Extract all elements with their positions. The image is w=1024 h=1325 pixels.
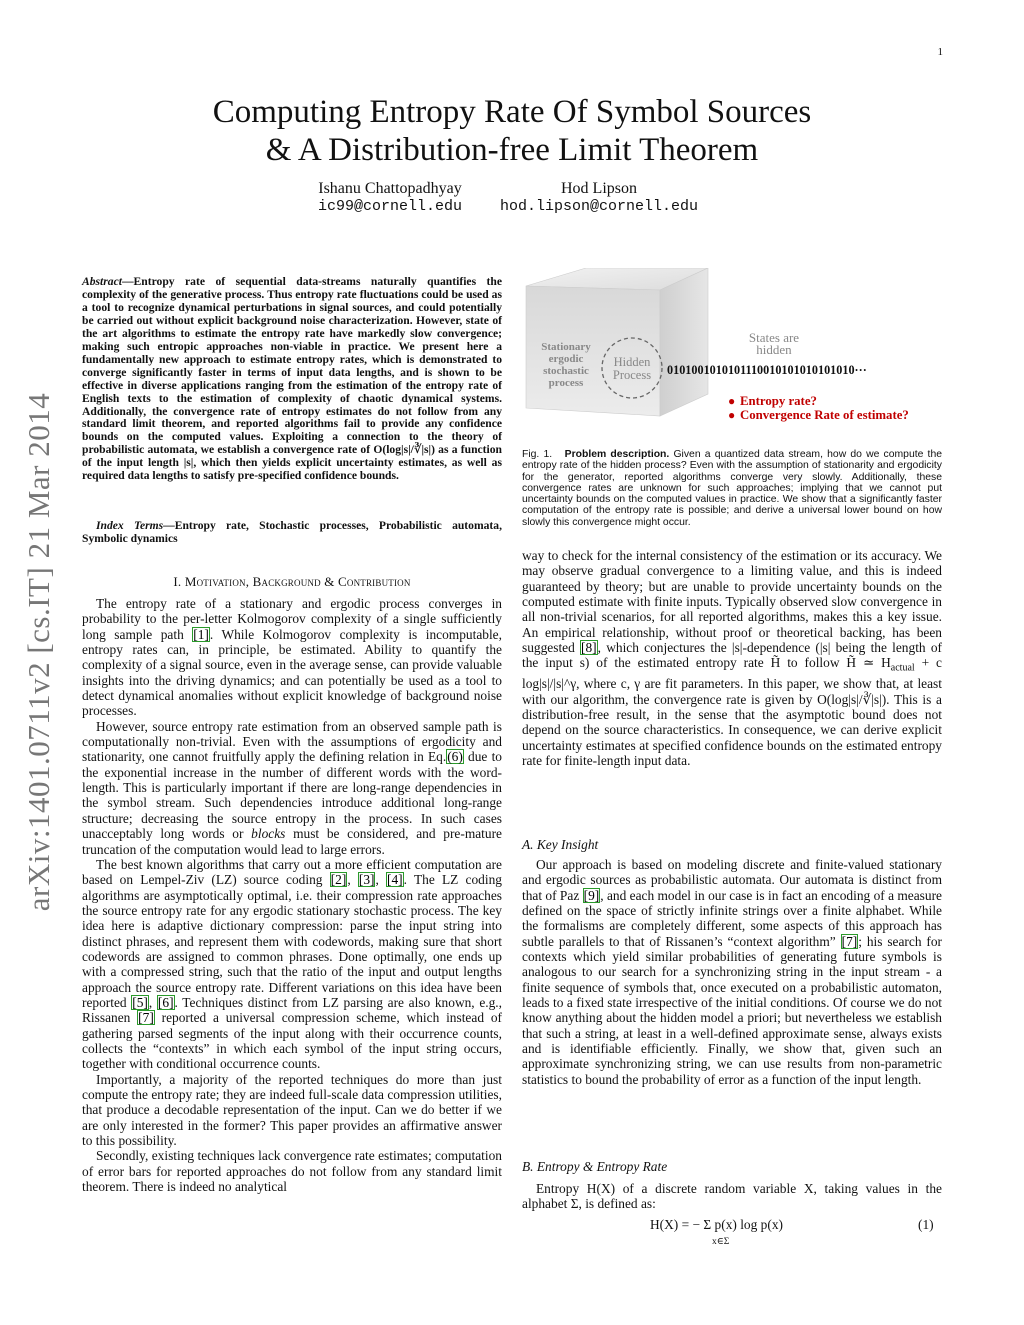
paragraph: Secondly, existing techniques lack convergence rate estimates; computation of error bars for reported approaches do not follow from any standard limit theorem. There is indeed no analytical	[82, 1148, 502, 1195]
equation-subscript: x∈Σ	[712, 1237, 730, 1247]
hidden-label-line: Process	[612, 368, 652, 382]
citation-link[interactable]: [3]	[358, 872, 375, 888]
caption-text: Given a quantized data stream, how do we compute the entropy rate of the hidden process? Even with the assumption of stationarity and ergodicity for the generator, reported algorithms converge very slowly. Additionally, these convergence rates are unknown for such approaches; implying that we cannot put uncertainty bounds on the computed values in practice. We show that a significantly faster computation of the entropy rate is possible; and derive a universal lower bound on how slowly this convergence might occur.	[522, 449, 942, 528]
citation-link[interactable]: [8]	[581, 640, 597, 656]
right-column-body	[522, 548, 942, 768]
citation-link[interactable]: [6]	[157, 994, 174, 1010]
figure-1-caption	[522, 449, 942, 528]
caption-title: Problem description.	[564, 449, 670, 460]
author-1	[290, 180, 490, 215]
citation-link[interactable]: [2]	[330, 872, 347, 888]
paragraph: Entropy H(X) of a discrete random variable X, taking values in the alphabet Σ, is defined as:	[522, 1181, 942, 1212]
equation-body: H(X) = − Σ p(x) log p(x)	[650, 1217, 783, 1232]
author-email[interactable]: ic99@cornell.edu	[317, 198, 463, 215]
bullet-icon: ●	[728, 408, 736, 422]
subsection-a-body	[522, 857, 942, 1087]
paper-title	[120, 93, 904, 169]
citation-link[interactable]: [7]	[138, 1010, 154, 1026]
bullet-text: Entropy rate?	[740, 394, 817, 408]
citation-link[interactable]: [9]	[583, 887, 600, 903]
left-label-line: process	[548, 377, 584, 389]
author-name: Hod Lipson	[561, 180, 637, 197]
bullet-text: Convergence Rate of estimate?	[740, 408, 909, 422]
citation-link[interactable]: [1]	[193, 626, 209, 642]
paragraph: The best known algorithms that carry out a more efficient computation are based on Lempel-Ziv (LZ) source coding [2], [3], [4]. The LZ coding algorithms are asymptotically optimal, i.e. their compression rate approaches the source entropy rate for any ergodic stationary stochastic process. The key idea here is adaptive dictionary compression: parse the input string into distinct phrases, and represent them with codewords, making sure that short codewords are assigned to common phrases. Done optimally, one ends up with a compressed string, such that the ratio of the input and output lengths approach the source entropy rate. Different variations on this idea have been reported [5], [6]. Techniques distinct from LZ parsing are also known, e.g., Rissanen [7] reported a universal compression scheme, which instead of gathering parsed segments of the input along with their occurrence counts, collects the “contexts” in which each symbol of the input string occurs, together with conditional occurrence counts.	[82, 856, 502, 1072]
arxiv-stamp-text: arXiv:1401.0711v2 [cs.IT] 21 Mar 2014	[21, 392, 56, 912]
equation-number: (1)	[918, 1217, 934, 1232]
title-line-1: Computing Entropy Rate Of Symbol Sources	[212, 94, 812, 130]
subsection-b-body	[522, 1181, 942, 1212]
index-terms-label: Index Terms	[96, 519, 164, 532]
arxiv-stamp	[22, 372, 56, 932]
states-label-line: hidden	[756, 342, 792, 357]
equation-1	[650, 1217, 783, 1233]
left-label-line: stochastic	[543, 365, 589, 377]
cube-side-face	[660, 268, 708, 416]
states-label-line: States are	[748, 330, 800, 345]
title-line-2: & A Distribution-free Limit Theorem	[265, 132, 759, 168]
caption-label: Fig. 1.	[522, 449, 553, 460]
abstract-label: Abstract	[82, 275, 122, 288]
author-name: Ishanu Chattopadhyay	[318, 180, 462, 197]
page-number: 1	[937, 46, 943, 58]
abstract-text: —Entropy rate of sequential data-streams naturally quantifies the complexity of the generative process. Thus entropy rate fluctuations could be used as a tool to recognize dynamical perturbations in signal sources, and could potentially be carried out without explicit background noise characterization. However, state of the art algorithms to estimate the entropy rate have markedly slow convergence; making such entropic approaches non-viable in practice. We present here a fundamentally new approach to estimate entropy rates, which is demonstrated to converge significantly faster in terms of input data lengths, and is shown to be effective in diverse applications ranging from the estimation of the entropy rate of English texts to the estimation of complexity of chaotic dynamical systems. Additionally, the convergence rate of entropy estimates do not follow from any standard limit theorem, and reported algorithms fail to provide any confidence bounds on the computed values. Exploiting a connection to the theory of probabilistic automata, we establish a convergence rate of O(log|s|/∛|s|) as a function of the input length |s|, which then yields explicit uncertainty estimates, as well as required data lengths to satisfy pre-specified confidence bounds.	[82, 275, 502, 483]
paragraph: way to check for the internal consistency of the estimation or its accuracy. We may observe gradual convergence to a limiting value, and this is indeed guaranteed by theory; but are unable to provide uncertainty bounds on the computed estimate with finite inputs. Typically observed slow convergence in all non-trivial scenarios, for all reported algorithms, makes this a key issue. An empirical relationship, without proof or theoretical backing, has been suggested [8], which conjectures the |s|-dependence (|s| being the length of the input s) of the estimated entropy rate H̃ to follow H̃ ≃ $H_{actual} + c$ log|s|/|s|^γ, where c, γ are fit parameters. In this paper, we show that, at least with our algorithm, the convergence rate is given by O(log|s|/∛|s|). This is a distribution-free result, in the sense that the asymptotic bound does not depend on the source characteristics. In consequence, we can derive explicit uncertainty estimates at specified confidence bounds on the estimated entropy rate for finite-length input data.	[522, 548, 942, 769]
paragraph: The entropy rate of a stationary and ergodic process converges in probability to the per-letter Kolmogorov complexity of a single sufficiently long sample path [1]. While Kolmogorov complexity is incomputable, entropy rates can, in principle, be estimated. Ability to quantify the complexity of a signal source, even in the average sense, can provide valuable insights into the driving dynamics; and can potentially be used as a tool to detect dynamical anomalies without explicit knowledge of background noise processes.	[82, 596, 502, 719]
index-terms-text: —Entropy rate, Stochastic processes, Probabilistic automata, Symbolic dynamics	[82, 519, 502, 545]
hidden-label-line: Hidden	[613, 355, 651, 369]
paragraph: However, source entropy rate estimation from an observed sample path is computationally non-trivial. Even with the assumptions of ergodicity and stationarity, one cannot fruitfully apply the defining relation in Eq.(6) due to the exponential increase in the number of different words with the word-length. This is particularly important if there are long-range dependencies in the symbol stream. Such dependencies introduce additional long-range structure; decreasing the source entropy in the process. In such cases unacceptably long words or blocks must be considered, and pre-mature truncation of the computation would lead to large errors.	[82, 718, 503, 857]
paragraph: Our approach is based on modeling discrete and finite-valued stationary and ergodic sources as probabilistic automata. Our automata is distinct from that of Paz [9], and each model in our case is in fact an encoding of a measure defined on the space of strictly infinite strings over a finite alphabet. While the formalisms are completely different, some aspects of this approach has subtle parallels to that of Rissanen’s “context algorithm” [7]; his search for contexts which yield similar probabilities of generating future symbols is analogous to our search for a synchronizing string in the input stream - a finite sequence of symbols that, once executed on a probabilistic automaton, leads to a fixed state irrespective of the initial conditions. Of course we do not know anything about the hidden model a priori; but nevertheless we establish that such a string, at least in a well-defined approximate sense, always exists and is identifiable efficiently. Finally, we show that, given such an approximate synchronizing string, we can use results from non-parametric statistics to bound the probability of error as a function of the input length.	[522, 857, 943, 1087]
equation-link[interactable]: (6)	[447, 749, 463, 765]
index-terms	[82, 520, 502, 546]
bullet-icon: ●	[728, 394, 736, 408]
left-label-line: ergodic	[548, 353, 584, 365]
section-heading: I. Motivation, Background & Contribution	[173, 574, 411, 589]
citation-link[interactable]: [4]	[387, 872, 403, 888]
abstract	[82, 276, 502, 483]
citation-link[interactable]: [7]	[841, 933, 858, 949]
left-label-line: Stationary	[541, 341, 591, 353]
paragraph: Importantly, a majority of the reported techniques do more than just compute the entropy rate; they are indeed full-scale data compression utilities, that produce a decodable representation of the input. Can we do better if we are only interested in the former? This paper provides an affirmative answer to this possibility.	[82, 1071, 502, 1149]
section1-body	[82, 596, 502, 1194]
citation-link[interactable]: [5]	[132, 994, 148, 1010]
author-2	[494, 180, 704, 215]
subsection-heading: B. Entropy & Entropy Rate	[522, 1159, 668, 1174]
figure-1-diagram	[512, 268, 952, 440]
subsection-heading: A. Key Insight	[522, 837, 599, 852]
bitstring: 0101001010101110010101010101010···	[667, 363, 867, 377]
figure-1	[512, 268, 952, 440]
author-email[interactable]: hod.lipson@cornell.edu	[499, 198, 699, 215]
